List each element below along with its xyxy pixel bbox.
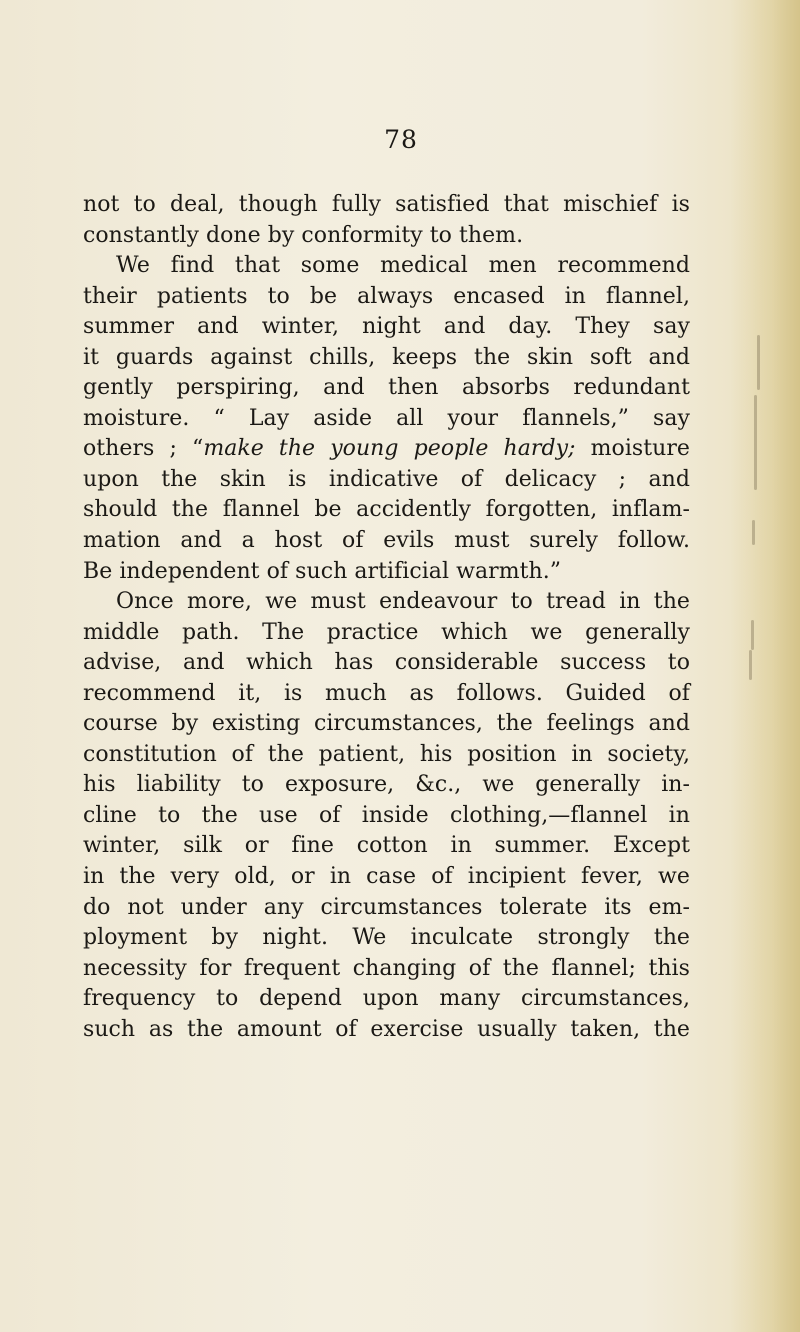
text-line: not to deal, though fully satisfied that mischief is bbox=[83, 192, 690, 217]
text-line: necessity for frequent changing of the flannel; this bbox=[83, 955, 690, 981]
text-line: such as the amount of exercise usually taken, the bbox=[83, 1016, 690, 1042]
italic-quote: make the young people hardy; bbox=[203, 436, 576, 462]
page-edge-mark bbox=[751, 620, 754, 650]
text-line: winter, silk or fine cotton in summer. Except bbox=[83, 833, 690, 859]
text-line: We find that some medical men recommend bbox=[116, 253, 690, 279]
text-line: his liability to exposure, &c., we generally in- bbox=[83, 772, 690, 798]
text-line: should the flannel be accidently forgotten, inflam- bbox=[83, 497, 690, 523]
text-line: advise, and which has considerable success to bbox=[83, 650, 690, 676]
text-line: do not under any circumstances tolerate its em- bbox=[83, 894, 690, 920]
text-line: middle path. The practice which we generally bbox=[83, 619, 690, 645]
text-line: summer and winter, night and day. They say bbox=[83, 314, 690, 340]
text-line-with-italic bbox=[83, 434, 690, 465]
text-line: it guards against chills, keeps the skin soft and bbox=[83, 344, 690, 370]
text-line: upon the skin is indicative of delicacy ; and bbox=[83, 466, 690, 492]
body-text bbox=[83, 190, 690, 1045]
page-edge-mark bbox=[757, 335, 760, 390]
text-line: in the very old, or in case of incipient fever, we bbox=[83, 864, 690, 890]
text-line: gently perspiring, and then absorbs redundant bbox=[83, 375, 690, 401]
text-line: moisture. “ Lay aside all your flannels,” say bbox=[83, 405, 690, 431]
text-line: mation and a host of evils must surely follow. bbox=[83, 528, 690, 554]
page-edge-mark bbox=[749, 650, 752, 680]
page-gutter-shadow bbox=[730, 0, 800, 1332]
text-line: their patients to be always encased in flannel, bbox=[83, 283, 690, 309]
page-edge-mark bbox=[752, 520, 755, 545]
text-line: course by existing circumstances, the feelings and bbox=[83, 711, 690, 737]
text-line: frequency to depend upon many circumstances, bbox=[83, 986, 690, 1012]
text-line: ployment by night. We inculcate strongly the bbox=[83, 925, 690, 951]
text-line: constitution of the patient, his position in society, bbox=[83, 741, 690, 767]
text-line: Once more, we must endeavour to tread in the bbox=[116, 589, 690, 615]
page-edge-mark bbox=[754, 395, 757, 490]
text-line: Be independent of such artificial warmth.” bbox=[83, 558, 562, 584]
text-line: recommend it, is much as follows. Guided of bbox=[83, 680, 690, 706]
text-line: constantly done by conformity to them. bbox=[83, 222, 524, 248]
line-end: moisture bbox=[575, 436, 690, 462]
text-line: cline to the use of inside clothing,—flannel in bbox=[83, 802, 690, 828]
page-number: 78 bbox=[384, 125, 418, 154]
line-start: others ; “ bbox=[83, 436, 204, 462]
